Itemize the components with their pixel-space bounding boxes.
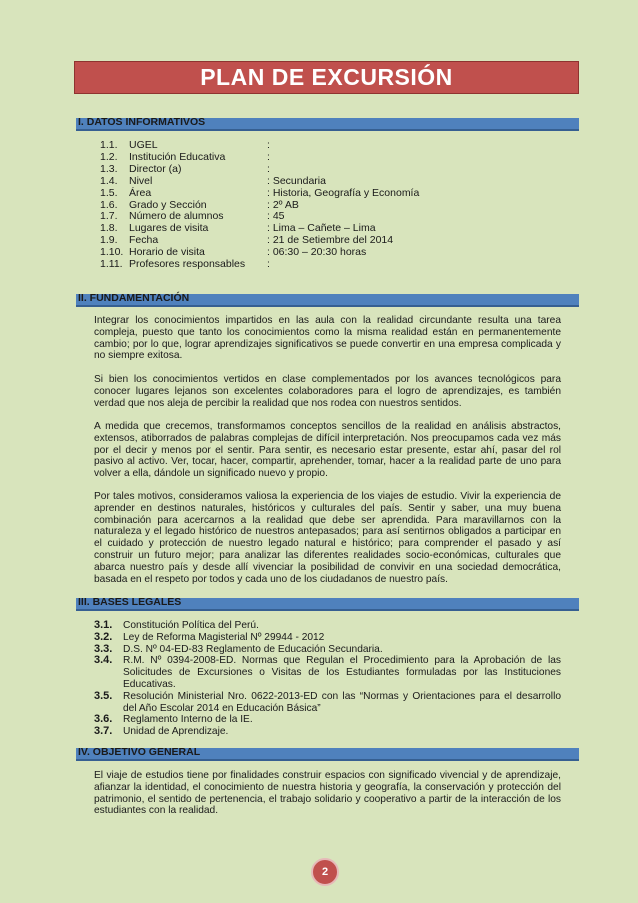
datos-label: Nivel	[129, 174, 153, 187]
list-item	[94, 620, 561, 632]
page-number-badge	[311, 858, 339, 886]
datos-label: Lugares de visita	[129, 222, 209, 235]
list-item-number: 3.4.	[94, 654, 113, 667]
list-item-text: Constitución Política del Perú.	[123, 620, 259, 631]
datos-value: : 06:30 – 20:30 horas	[267, 246, 367, 259]
document-title-banner	[74, 61, 579, 94]
datos-num: 1.7.	[100, 210, 118, 223]
section-heading-objetivo: IV. OBJETIVO GENERAL	[78, 746, 201, 758]
list-item-number: 3.2.	[94, 630, 113, 643]
datos-value: : 21 de Setiembre del 2014	[267, 234, 394, 247]
datos-row	[100, 164, 419, 176]
datos-value: :	[267, 139, 270, 151]
bases-list	[94, 620, 561, 738]
datos-label: Área	[129, 186, 152, 199]
datos-num: 1.4.	[100, 174, 118, 187]
list-item-number: 3.7.	[94, 725, 113, 738]
datos-value: :	[267, 258, 270, 271]
datos-row	[100, 188, 419, 200]
list-item	[94, 644, 561, 656]
datos-value: : 45	[267, 210, 285, 223]
list-item-number: 3.6.	[94, 713, 113, 726]
document-title: PLAN DE EXCURSIÓN	[200, 64, 453, 90]
list-item	[94, 655, 561, 690]
datos-value: : Lima – Cañete – Lima	[267, 222, 376, 235]
datos-row	[100, 259, 419, 271]
datos-value: : Historia, Geografía y Economía	[267, 186, 420, 199]
datos-label: UGEL	[129, 139, 158, 151]
datos-label: Profesores responsables	[129, 258, 246, 271]
list-item-number: 3.1.	[94, 619, 113, 631]
list-item	[94, 714, 561, 726]
fundamentacion-paragraph: Por tales motivos, consideramos valiosa la experiencia de los viajes de estudio. Vivir la experiencia de aprender en destinos naturales, históricos y culturales del país. Sentir y saber, una muy buena combinación para acercarnos a la realidad que debe ser aprendida. Para maravillarnos con la naturaleza y el legado histórico de nuestros antepasados; para así sentirnos obligados a participar en el cuidado y protección de nuestro legado natural e histórico; para comprender el pasado y así construir un futuro mejor; para analizar las diferentes realidades socio-económicas, culturales que abarca nuestro país y desde allí vivenciar la posibilidad de convivir en una sociedad democrática, basada en el respeto por todos y cada uno de los ciudadanos de nuestro país.	[94, 491, 561, 585]
datos-label: Director (a)	[129, 162, 182, 175]
datos-value: : Secundaria	[267, 174, 326, 187]
datos-value: : 2º AB	[267, 198, 299, 211]
list-item-text: Reglamento Interno de la IE.	[123, 714, 253, 726]
datos-value: :	[267, 162, 270, 175]
list-item	[94, 632, 561, 644]
list-item-text: D.S. Nº 04-ED-83 Reglamento de Educación Secundaria.	[123, 643, 383, 655]
datos-value: :	[267, 150, 270, 163]
list-item	[94, 726, 561, 738]
datos-label: Institución Educativa	[129, 150, 226, 163]
datos-list	[100, 140, 419, 271]
datos-num: 1.6.	[100, 198, 118, 211]
list-item-text: R.M. Nº 0394-2008-ED. Normas que Regulan el Procedimiento para la Aprobación de las Solicitudes de Excursiones o Visitas de los Estudiantes formuladas por las Instituciones Educativas.	[123, 655, 561, 690]
objetivo-paragraph: El viaje de estudios tiene por finalidades construir espacios con significado vivencial y de aprendizaje, afianzar la identidad, el conocimiento de nuestra historia y geografía, la conservación y protección del patrimonio, el sentido de pertenencia, el trabajo solidario y cooperativo a partir de la interacción de los estudiantes con la realidad.	[94, 770, 561, 817]
datos-label: Número de alumnos	[129, 210, 224, 223]
list-item-number: 3.5.	[94, 689, 113, 702]
datos-label: Horario de visita	[129, 246, 205, 259]
section-heading-bases: III. BASES LEGALES	[78, 596, 182, 608]
list-item-text: Ley de Reforma Magisterial Nº 29944 - 2012	[123, 631, 325, 643]
datos-row	[100, 176, 419, 188]
section-heading-fundamentacion: II. FUNDAMENTACIÓN	[78, 292, 190, 304]
section-heading-datos: I. DATOS INFORMATIVOS	[78, 116, 206, 128]
datos-num: 1.3.	[100, 162, 118, 175]
datos-num: 1.9.	[100, 234, 118, 247]
list-item-text: Unidad de Aprendizaje.	[123, 726, 229, 738]
datos-num: 1.11.	[100, 258, 123, 271]
datos-num: 1.10.	[100, 246, 124, 259]
fundamentacion-paragraph: Si bien los conocimientos vertidos en clase complementados por los avances tecnológicos para conocer lugares lejanos son excelentes colaboradores para el logro de aprendizajes, es también verdad que nos aleja de percibir la realidad que nos rodea con nuestros sentidos.	[94, 374, 561, 409]
page-number: 2	[321, 866, 329, 878]
datos-num: 1.5.	[100, 186, 118, 199]
fundamentacion-paragraph: Integrar los conocimientos impartidos en las aula con la realidad circundante resulta una tarea compleja, puesto que tanto los conocimientos como la misma realidad están en permanentemente cambio; por lo que, lograr aprendizajes significativos se puede convertir en una empresa complicada y no siempre exitosa.	[94, 315, 561, 362]
datos-label: Grado y Sección	[129, 198, 207, 211]
list-item	[94, 691, 561, 715]
list-item-text: Resolución Ministerial Nro. 0622-2013-ED con las “Normas y Orientaciones para el desarrollo del Año Escolar 2014 en Educación Básica”	[123, 690, 561, 714]
datos-num: 1.1.	[100, 139, 118, 151]
datos-label: Fecha	[129, 234, 159, 247]
list-item-number: 3.3.	[94, 642, 113, 655]
datos-num: 1.8.	[100, 222, 118, 235]
datos-num: 1.2.	[100, 150, 118, 163]
fundamentacion-paragraph: A medida que crecemos, transformamos conceptos sencillos de la realidad en análisis abstractos, extensos, atiborrados de palabras complejas de difícil interpretación. Nos preocupamos cada vez más por el decir y menos por el sentir. Para sentir, es necesario estar presente, estar ahí, pasar del rol pasivo al activo. Ver, tocar, hacer, compartir, aprehender, tomar, hacer a la realidad parte de uno para volver a ella, dándole un significado nuevo y propio.	[94, 421, 561, 480]
